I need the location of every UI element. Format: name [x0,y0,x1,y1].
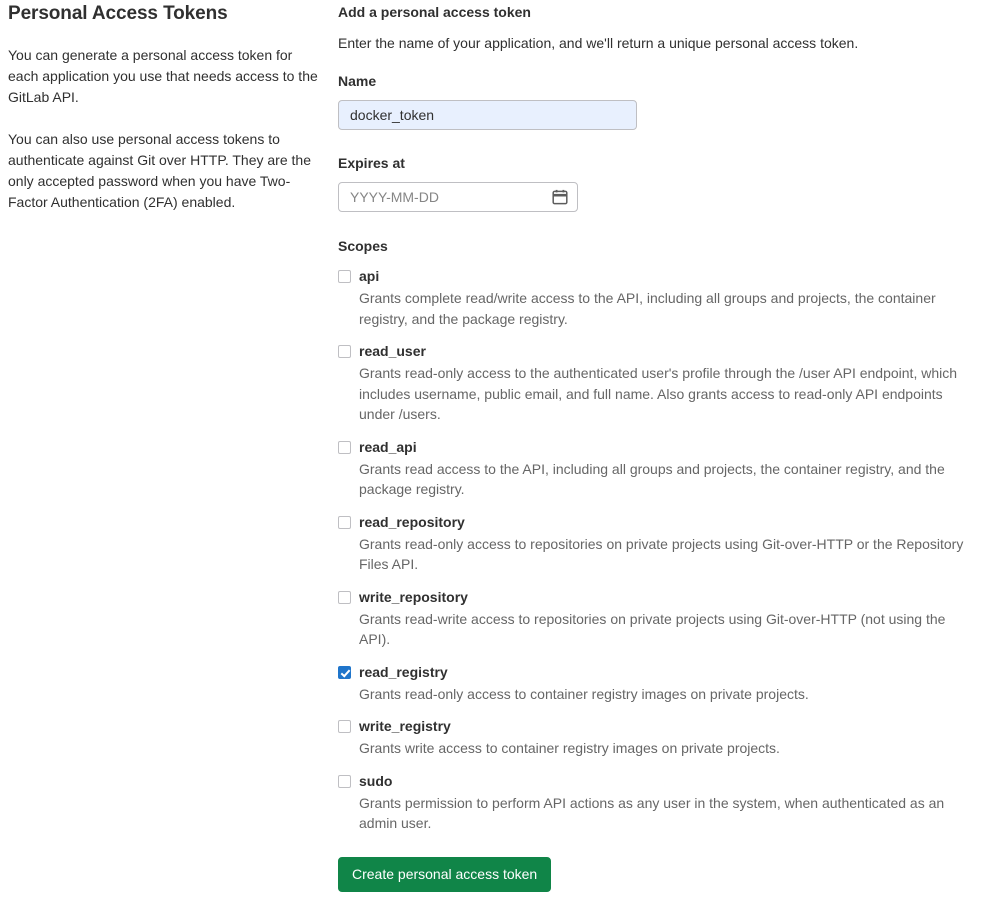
scope-name-label[interactable]: read_registry [359,663,448,680]
scope-name-label[interactable]: write_repository [359,588,468,605]
add-token-form [338,0,978,892]
scopes-list [338,267,978,834]
scope-description: Grants read access to the API, including all groups and projects, the container registry, and the package registry. [359,460,945,497]
scope-item [338,772,978,834]
scope-description: Grants permission to perform API actions as any user in the system, when authenticated as an admin user. [359,794,945,831]
scope-description: Grants read-only access to the authenticated user's profile through the /user API endpoint, which includes username, public email, and full name. Also grants access to read-only API endpoints under /users. [359,365,958,422]
scope-checkbox-read_user[interactable] [338,345,351,358]
scope-name-label[interactable]: write_registry [359,718,451,734]
scope-item [338,342,978,425]
page-title: Personal Access Tokens [8,3,228,24]
expires-at-input[interactable] [338,182,578,212]
scope-checkbox-api[interactable] [338,270,351,283]
scope-checkbox-sudo[interactable] [338,775,351,788]
scope-item [338,513,978,575]
expires-at-label: Expires at [338,155,405,171]
scope-checkbox-read_repository[interactable] [338,516,351,529]
scope-checkbox-write_repository[interactable] [338,591,351,604]
scope-description: Grants read-write access to repositories on private projects using Git-over-HTTP (not using the API). [359,610,946,647]
create-personal-access-token-button[interactable]: Create personal access token [338,857,551,892]
scope-checkbox-read_registry[interactable] [338,666,351,679]
scope-description: Grants read-only access to container registry images on private projects. [359,685,809,702]
scope-name-label[interactable]: read_api [359,438,417,455]
scope-item [338,663,978,705]
name-input[interactable] [338,100,637,130]
expires-at-field [338,182,578,212]
scope-description: Grants write access to container registry images on private projects. [359,740,780,756]
scope-description: Grants complete read/write access to the API, including all groups and projects, the container registry, and the package registry. [359,290,936,327]
scope-item [338,717,978,759]
scope-name-label[interactable]: read_repository [359,513,465,530]
scope-name-label[interactable]: api [359,268,380,284]
name-label: Name [338,73,377,89]
scope-item [338,588,978,650]
scope-checkbox-write_registry[interactable] [338,720,351,733]
scope-item [338,267,978,329]
scope-name-label[interactable]: sudo [359,772,393,789]
scopes-label: Scopes [338,238,388,254]
form-description: Enter the name of your application, and we'll return a unique personal access token. [338,35,859,51]
scope-name-label[interactable]: read_user [359,343,426,359]
info-paragraph-2: You can also use personal access tokens to authenticate against Git over HTTP. They are the only accepted password when you have Two-Factor Authentication (2FA) enabled. [8,131,311,210]
info-paragraph-1: You can generate a personal access token for each application you use that needs access to the GitLab API. [8,47,318,105]
scope-checkbox-read_api[interactable] [338,441,351,454]
form-heading: Add a personal access token [338,4,531,20]
scope-description: Grants read-only access to repositories on private projects using Git-over-HTTP or the Repository Files API. [359,535,964,572]
info-sidebar [8,0,318,213]
scope-item [338,438,978,500]
